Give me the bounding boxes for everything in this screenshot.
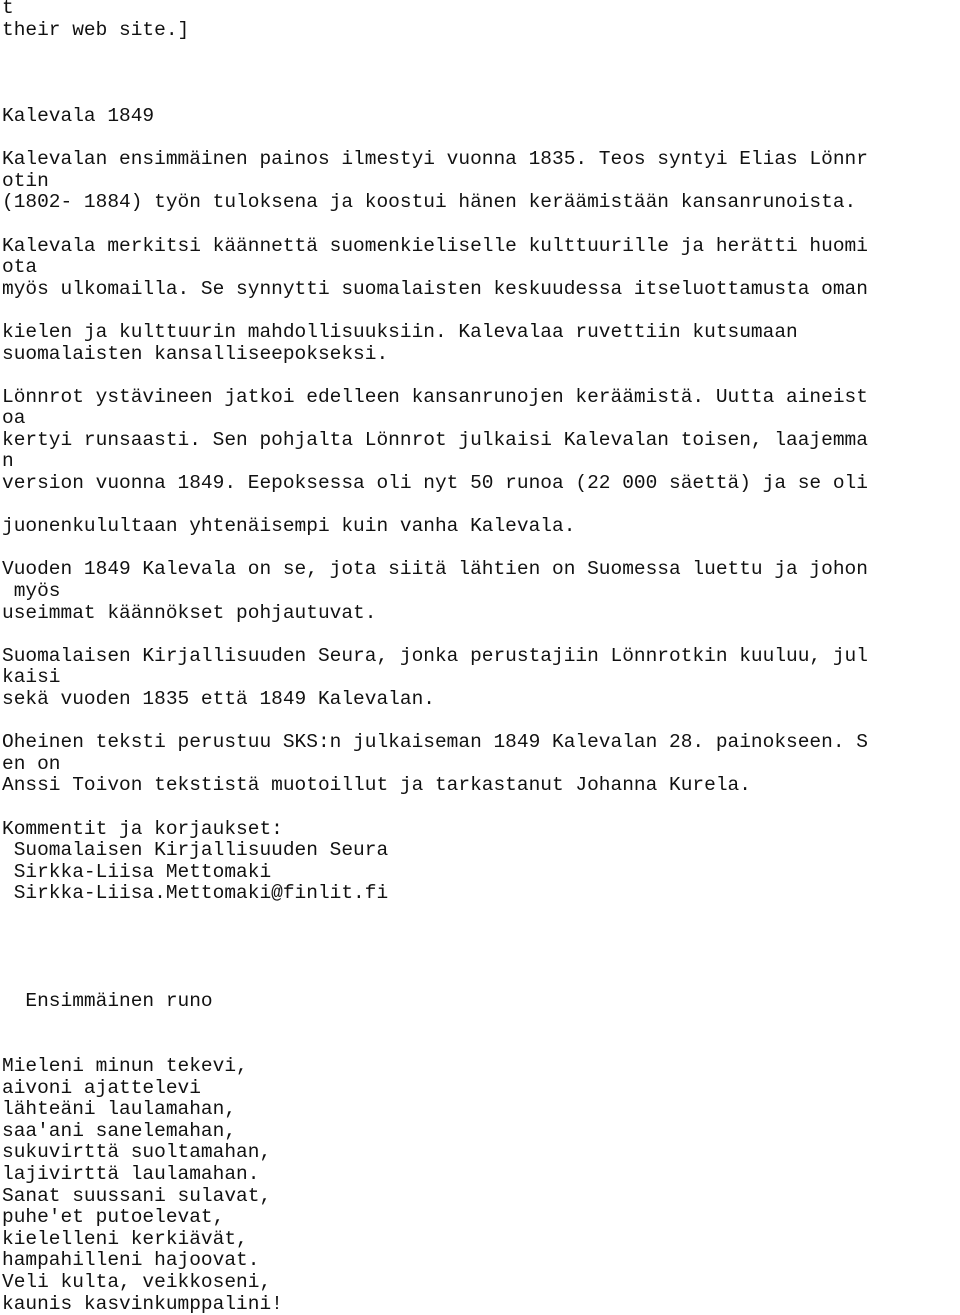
blank-line [2, 214, 960, 236]
text-line: oa [2, 407, 26, 430]
text-line: kaunis kasvinkumppalini! [2, 1292, 283, 1315]
text-line: useimmat käännökset pohjautuvat. [2, 601, 377, 624]
text-line: kaisi [2, 666, 61, 689]
text-line: kertyi runsaasti. Sen pohjalta Lönnrot julkaisi Kalevalan toisen, laajemma [2, 428, 868, 451]
blank-line [2, 1013, 960, 1035]
text-line: Kalevalan ensimmäinen painos ilmestyi vuonna 1835. Teos syntyi Elias Lönnr [2, 148, 868, 171]
text-line: Oheinen teksti perustuu SKS:n julkaiseman 1849 Kalevalan 28. painokseen. S [2, 731, 868, 754]
text-line: kielen ja kulttuurin mahdollisuuksiin. Kalevalaa ruvettiin kutsumaan [2, 320, 798, 343]
blank-line [2, 927, 960, 949]
text-line: sekä vuoden 1835 että 1849 Kalevalan. [2, 688, 435, 710]
blank-line [2, 948, 960, 970]
blank-line [2, 538, 960, 560]
text-line: Kommentit ja korjaukset: [2, 817, 283, 840]
blank-line [2, 495, 960, 517]
blank-line [2, 300, 960, 322]
text-line: juonenkulultaan yhtenäisempi kuin vanha Kalevala. [2, 515, 576, 538]
text-line: Sanat suussani sulavat, [2, 1184, 272, 1207]
text-line: Suomalaisen Kirjallisuuden Seura [2, 839, 389, 862]
text-line: suomalaisten kansalliseepokseksi. [2, 342, 389, 365]
blank-line [2, 63, 960, 85]
blank-line [2, 1035, 960, 1057]
text-line: Veli kulta, veikkoseni, [2, 1271, 272, 1294]
blank-line [2, 41, 960, 63]
text-line: Suomalaisen Kirjallisuuden Seura, jonka perustajiin Lönnrotkin kuuluu, jul [2, 644, 868, 667]
text-line: Vuoden 1849 Kalevala on se, jota siitä lähtien on Suomessa luettu ja johon [2, 558, 868, 581]
text-line: Kalevala 1849 [2, 104, 155, 127]
text-line: ota [2, 256, 38, 279]
text-line: myös [2, 580, 61, 603]
text-line: aivoni ajattelevi [2, 1076, 201, 1099]
text-line: version vuonna 1849. Eepoksessa oli nyt 50 runoa (22 000 säettä) ja se oli [2, 472, 868, 495]
text-line: saa'ani sanelemahan, [2, 1119, 237, 1142]
text-line: Lönnrot ystävineen jatkoi edelleen kansanrunojen keräämistä. Uutta aineist [2, 385, 868, 408]
blank-line [2, 797, 960, 819]
text-line: myös ulkomailla. Se synnytti suomalaisten keskuudessa itseluottamusta oman [2, 277, 868, 300]
text-line: Anssi Toivon tekstistä muotoillut ja tarkastanut Johanna Kurela. [2, 774, 751, 797]
text-line: Sirkka-Liisa.Mettomaki@finlit.fi [2, 882, 389, 905]
text-line: Mieleni minun tekevi, [2, 1055, 248, 1078]
text-line: their web site.] [2, 18, 190, 41]
text-line: sukuvirttä suoltamahan, [2, 1141, 272, 1164]
text-line: n [2, 450, 14, 473]
text-line: Kalevala merkitsi käännettä suomenkieliselle kulttuurille ja herätti huomi [2, 234, 868, 257]
text-line: lajivirttä laulamahan. [2, 1163, 260, 1186]
text-line: Sirkka-Liisa Mettomaki [2, 860, 272, 883]
blank-line [2, 365, 960, 387]
text-line: Ensimmäinen runo [2, 990, 213, 1013]
blank-line [2, 624, 960, 646]
text-line: (1802- 1884) työn tuloksena ja koostui hänen keräämistään kansanrunoista. [2, 191, 857, 214]
blank-line [2, 905, 960, 927]
text-line: en on [2, 752, 61, 775]
text-line: puhe'et putoelevat, [2, 1206, 225, 1229]
blank-line [2, 970, 960, 992]
text-line: lähteäni laulamahan, [2, 1098, 237, 1121]
document-text [2, 0, 960, 1315]
text-line: kielelleni kerkiävät, [2, 1227, 248, 1250]
text-line: t [2, 0, 14, 19]
blank-line [2, 84, 960, 106]
text-line: hampahilleni hajoovat. [2, 1249, 260, 1272]
blank-line [2, 711, 960, 733]
blank-line [2, 128, 960, 150]
text-line: otin [2, 169, 49, 192]
